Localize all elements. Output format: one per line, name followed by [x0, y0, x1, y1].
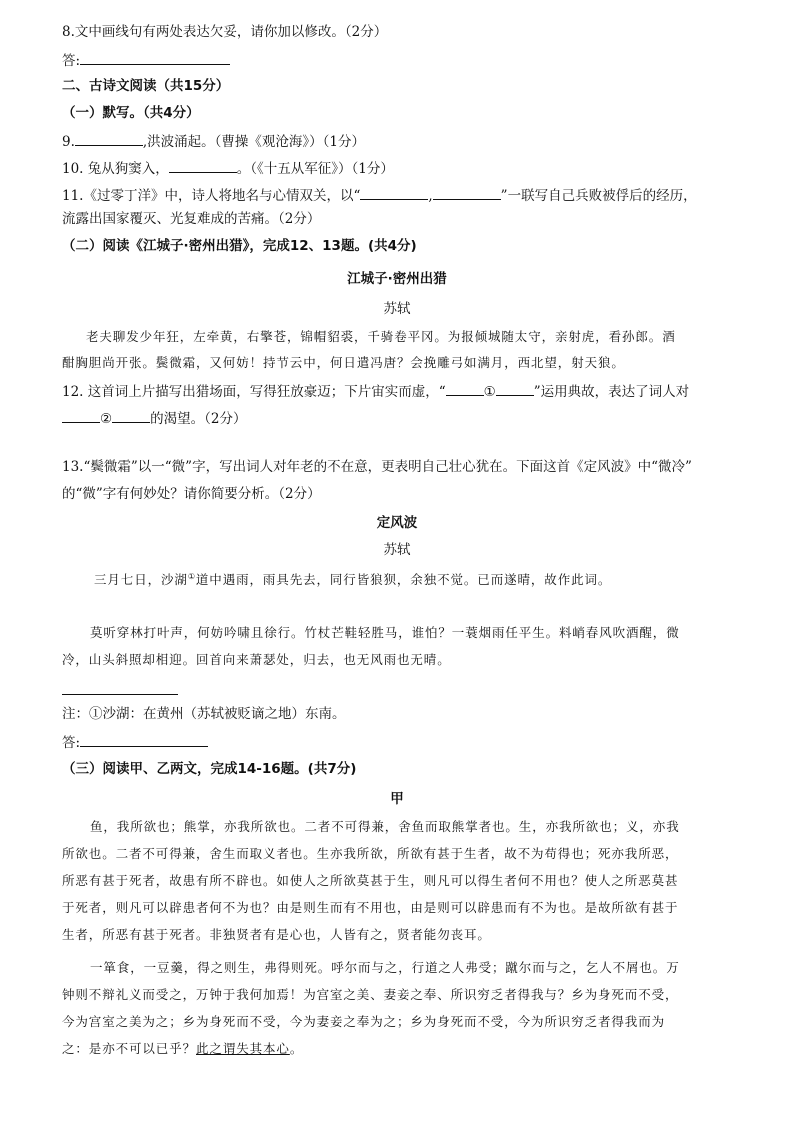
- passage-period: 。: [289, 1041, 304, 1056]
- q9-number: 9.: [62, 134, 75, 150]
- q9-blank[interactable]: [75, 131, 143, 146]
- passage-line: 生者，所恶有甚于死者。非独贤者有是心也，人皆有之，贤者能勿丧耳。: [62, 927, 491, 942]
- answer-blank[interactable]: [80, 50, 230, 65]
- q13-answer: [62, 732, 208, 752]
- q13-line-1: 13.“鬓微霜”以一“微”字，写出词人对年老的不在意，更表明自己壮心犹在。下面这首《定风波》中“微冷”: [62, 459, 692, 475]
- q9-text: ,洪波涌起。（曹操《观沧海》）（1分）: [142, 134, 366, 150]
- q11-blank-2[interactable]: [433, 185, 501, 200]
- passage-line: 今为宫室之美为之；乡为身死而不受，今为妻妾之奉为之；乡为身死而不受，今为所识穷乏者得我而为: [62, 1014, 666, 1029]
- poem-2-preface: [94, 568, 611, 589]
- poem-2-line-2: 冷，山头斜照却相迎。回首向来萧瑟处，归去，也无风雨也无晴。: [62, 652, 451, 667]
- answer-label: 答:: [62, 735, 81, 751]
- passage-line: 所欲也。二者不可得兼，舍生而取义者也。生亦我所欲，所欲有甚于生者，故不为苟得也；死亦我所恶，: [62, 846, 679, 861]
- preface-text-2: 道中遇雨，雨具先去，同行皆狼狈，余独不觉。已而遂晴，故作此词。: [195, 572, 612, 588]
- q10-blank[interactable]: [169, 158, 237, 173]
- poem-1-title: 江城子·密州出猎: [347, 271, 447, 287]
- answer-label: 答:: [62, 53, 81, 69]
- q11-line-1: [62, 185, 697, 205]
- poem-2-author: 苏轼: [383, 542, 411, 558]
- q12-blank-2a[interactable]: [62, 408, 100, 423]
- footnote: 注：①沙湖：在黄州（苏轼被贬谪之地）东南。: [62, 706, 346, 722]
- passage-text: 之：是亦不可以已乎？: [62, 1041, 197, 1056]
- part-3-title: （三）阅读甲、乙两文，完成14-16题。(共7分): [62, 761, 357, 777]
- poem-1-line-1: 老夫聊发少年狂，左牵黄，右擎苍，锦帽貂裘，千骑卷平冈。为报倾城随太守，亲射虎，看孙郎。酒: [86, 329, 676, 344]
- q12-text: 12. 这首词上片描写出猎场面，写得狂放豪迈；下片宙实而虚，“: [62, 384, 446, 400]
- passage-line: 所恶有甚于死者，故患有所不辟也。如使人之所欲莫甚于生，则凡可以得生者何不用也？使人之所恶莫甚: [62, 873, 679, 888]
- q9: [62, 131, 365, 151]
- part-1-title: （一）默写。（共4分）: [62, 105, 200, 121]
- q11-comma: ,: [428, 188, 433, 204]
- q12-line-1: [62, 381, 689, 401]
- q10-source: 。（《十五从军征》）（1分）: [236, 161, 394, 177]
- q12-blank-1a[interactable]: [446, 381, 484, 396]
- q12-blank-1b[interactable]: [496, 381, 534, 396]
- q10-text: 10. 兔从狗窦入，: [62, 161, 169, 177]
- q8-answer: [62, 50, 230, 70]
- poem-2-title: 定风波: [376, 515, 418, 531]
- underlined-sentence: 此之谓失其本心: [196, 1041, 290, 1056]
- passage-line: 鱼，我所欲也；熊掌，亦我所欲也。二者不可得兼，舍鱼而取熊掌者也。生，亦我所欲也；义，亦我: [90, 819, 680, 834]
- q13-line-2: 的“微”字有何妙处？请你简要分析。（2分）: [62, 486, 321, 502]
- part-2-title: （二）阅读《江城子·密州出猎》，完成12、13题。(共4分): [62, 238, 417, 254]
- q12-blank-2b[interactable]: [112, 408, 150, 423]
- passage-line: 于死者，则凡可以辟患者何不为也？由是则生而有不用也，由是则可以辟患而有不为也。是故所欲有甚于: [62, 900, 679, 915]
- passage-line: 一箪食，一豆羹，得之则生，弗得则死。呼尔而与之，行道之人弗受；蹴尔而与之，乞人不屑也。万: [90, 960, 680, 975]
- poem-1-author: 苏轼: [383, 301, 411, 317]
- q11-text-2: ”一联写自己兵败被俘后的经历，: [500, 188, 697, 204]
- footnote-marker: ①: [187, 572, 196, 581]
- q10: [62, 158, 394, 178]
- q12-mark-2: ②: [100, 411, 113, 427]
- section-2-title: 二、古诗文阅读（共15分）: [62, 78, 230, 94]
- poem-1-line-2: 酣胸胆尚开张。鬓微霜，又何妨！持节云中，何日遣冯唐？会挽雕弓如满月，西北望，射天狼。: [62, 355, 625, 370]
- footnote-divider: [62, 694, 178, 695]
- q12-line-2: [62, 408, 246, 428]
- poem-2-line-1: 莫听穿林打叶声，何妨吟啸且徐行。竹杖芒鞋轻胜马，谁怕？一蓑烟雨任平生。料峭春风吹酒醒，微: [90, 625, 680, 640]
- q8-text: 8.文中画线句有两处表达欠妥，请你加以修改。（2分）: [62, 24, 388, 40]
- q11-blank-1[interactable]: [360, 185, 428, 200]
- answer-blank[interactable]: [80, 732, 208, 747]
- passage-line: 钟则不辩礼义而受之，万钟于我何加焉！为宫室之美、妻妾之奉、所识穷乏者得我与？乡为身死而不受，: [62, 987, 679, 1002]
- q11-text: 11.《过零丁洋》中，诗人将地名与心情双关，以“: [62, 188, 361, 204]
- q11-line-2: 流露出国家覆灭、光复难成的苦痛。（2分）: [62, 211, 321, 227]
- q12-mark-1: ①: [483, 384, 496, 400]
- q12-text-3: 的渴望。（2分）: [150, 411, 247, 427]
- passage-last-line: [62, 1040, 303, 1058]
- q12-text-2: ”运用典故，表达了词人对: [533, 384, 690, 400]
- passage-title: 甲: [390, 791, 404, 807]
- preface-text: 三月七日，沙湖: [94, 572, 188, 588]
